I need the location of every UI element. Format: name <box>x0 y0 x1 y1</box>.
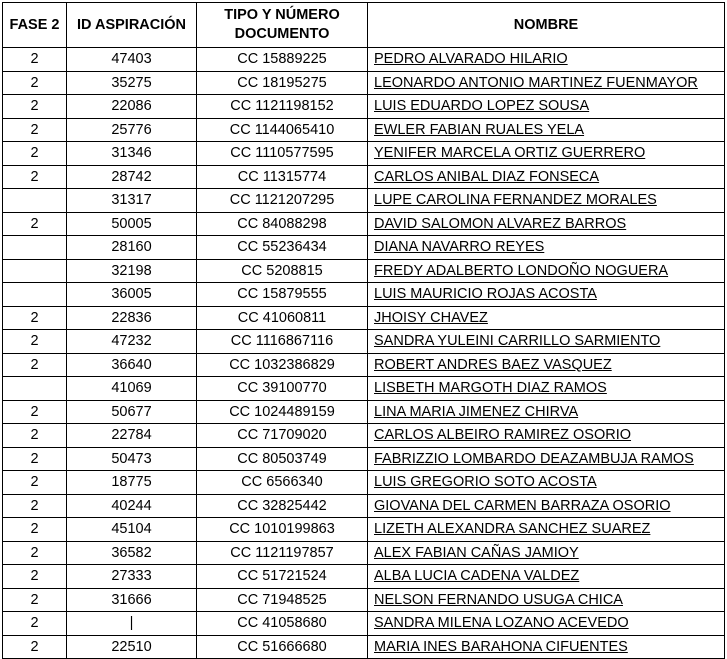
header-id: ID ASPIRACIÓN <box>67 3 197 48</box>
cell-fase <box>3 236 67 260</box>
cell-fase: 2 <box>3 400 67 424</box>
table-row <box>3 118 725 142</box>
cell-fase: 2 <box>3 71 67 95</box>
cell-name: SANDRA YULEINI CARRILLO SARMIENTO <box>368 330 725 354</box>
cell-fase: 2 <box>3 212 67 236</box>
cell-document: CC 51666680 <box>197 635 368 659</box>
cell-id: 36005 <box>67 283 197 307</box>
cell-name: YENIFER MARCELA ORTIZ GUERRERO <box>368 142 725 166</box>
cell-name: MARIA INES BARAHONA CIFUENTES <box>368 635 725 659</box>
cell-id: 25776 <box>67 118 197 142</box>
cell-name: SANDRA MILENA LOZANO ACEVEDO <box>368 612 725 636</box>
table-row <box>3 635 725 659</box>
table-row <box>3 95 725 119</box>
cell-id: 40244 <box>67 494 197 518</box>
header-document: TIPO Y NÚMERO DOCUMENTO <box>197 3 368 48</box>
cell-id: 31346 <box>67 142 197 166</box>
cell-document: CC 1121207295 <box>197 189 368 213</box>
cell-name: LIZETH ALEXANDRA SANCHEZ SUAREZ <box>368 518 725 542</box>
cell-name: FABRIZZIO LOMBARDO DEAZAMBUJA RAMOS <box>368 447 725 471</box>
table-row <box>3 142 725 166</box>
cell-id: 31317 <box>67 189 197 213</box>
table-row <box>3 306 725 330</box>
cell-fase: 2 <box>3 118 67 142</box>
cell-fase: 2 <box>3 48 67 72</box>
cell-name: LUIS MAURICIO ROJAS ACOSTA <box>368 283 725 307</box>
cell-name: CARLOS ALBEIRO RAMIREZ OSORIO <box>368 424 725 448</box>
table-row <box>3 353 725 377</box>
table-row <box>3 377 725 401</box>
header-fase: FASE 2 <box>3 3 67 48</box>
cell-id: 47403 <box>67 48 197 72</box>
cell-document: CC 18195275 <box>197 71 368 95</box>
table-row <box>3 612 725 636</box>
cell-fase: 2 <box>3 541 67 565</box>
cell-name: ROBERT ANDRES BAEZ VASQUEZ <box>368 353 725 377</box>
cell-name: CARLOS ANIBAL DIAZ FONSECA <box>368 165 725 189</box>
cell-document: CC 15889225 <box>197 48 368 72</box>
cell-id: 28742 <box>67 165 197 189</box>
cell-name: LUIS GREGORIO SOTO ACOSTA <box>368 471 725 495</box>
table-row <box>3 400 725 424</box>
table-row <box>3 165 725 189</box>
cell-name: PEDRO ALVARADO HILARIO <box>368 48 725 72</box>
cell-fase: 2 <box>3 424 67 448</box>
cell-name: LINA MARIA JIMENEZ CHIRVA <box>368 400 725 424</box>
cell-id: 31666 <box>67 588 197 612</box>
cell-name: LUPE CAROLINA FERNANDEZ MORALES <box>368 189 725 213</box>
cell-id: 18775 <box>67 471 197 495</box>
cell-name: LEONARDO ANTONIO MARTINEZ FUENMAYOR <box>368 71 725 95</box>
cell-name: EWLER FABIAN RUALES YELA <box>368 118 725 142</box>
cell-document: CC 11315774 <box>197 165 368 189</box>
cell-id: 41069 <box>67 377 197 401</box>
table-row <box>3 424 725 448</box>
table-row <box>3 494 725 518</box>
cell-document: CC 1116867116 <box>197 330 368 354</box>
cell-id: 45104 <box>67 518 197 542</box>
cell-document: CC 1024489159 <box>197 400 368 424</box>
cell-document: CC 1032386829 <box>197 353 368 377</box>
cell-fase: 2 <box>3 165 67 189</box>
cell-document: CC 80503749 <box>197 447 368 471</box>
table-row <box>3 212 725 236</box>
cell-name: ALEX FABIAN CAÑAS JAMIOY <box>368 541 725 565</box>
header-name: NOMBRE <box>368 3 725 48</box>
cell-name: GIOVANA DEL CARMEN BARRAZA OSORIO <box>368 494 725 518</box>
cell-fase: 2 <box>3 353 67 377</box>
table-row <box>3 48 725 72</box>
header-row <box>3 3 725 48</box>
cell-document: CC 71709020 <box>197 424 368 448</box>
cell-id: 50677 <box>67 400 197 424</box>
cell-fase: 2 <box>3 612 67 636</box>
cell-document: CC 1121198152 <box>197 95 368 119</box>
cell-id: 50473 <box>67 447 197 471</box>
cell-id: | <box>67 612 197 636</box>
table-row <box>3 518 725 542</box>
cell-fase: 2 <box>3 565 67 589</box>
table-row <box>3 565 725 589</box>
cell-document: CC 1110577595 <box>197 142 368 166</box>
table-row <box>3 447 725 471</box>
cell-name: ALBA LUCIA CADENA VALDEZ <box>368 565 725 589</box>
cell-id: 36582 <box>67 541 197 565</box>
cell-fase: 2 <box>3 518 67 542</box>
cell-fase: 2 <box>3 142 67 166</box>
cell-fase: 2 <box>3 588 67 612</box>
cell-name: NELSON FERNANDO USUGA CHICA <box>368 588 725 612</box>
cell-fase: 2 <box>3 330 67 354</box>
cell-document: CC 6566340 <box>197 471 368 495</box>
table-row <box>3 259 725 283</box>
cell-document: CC 41060811 <box>197 306 368 330</box>
cell-id: 32198 <box>67 259 197 283</box>
cell-document: CC 55236434 <box>197 236 368 260</box>
table-row <box>3 330 725 354</box>
cell-document: CC 51721524 <box>197 565 368 589</box>
cell-fase: 2 <box>3 306 67 330</box>
cell-name: LUIS EDUARDO LOPEZ SOUSA <box>368 95 725 119</box>
cell-id: 22784 <box>67 424 197 448</box>
table-row <box>3 283 725 307</box>
cell-id: 27333 <box>67 565 197 589</box>
cell-id: 28160 <box>67 236 197 260</box>
table-row <box>3 541 725 565</box>
cell-document: CC 15879555 <box>197 283 368 307</box>
cell-fase: 2 <box>3 95 67 119</box>
table-row <box>3 588 725 612</box>
aspirants-table <box>2 2 725 659</box>
cell-name: FREDY ADALBERTO LONDOÑO NOGUERA <box>368 259 725 283</box>
cell-name: DAVID SALOMON ALVAREZ BARROS <box>368 212 725 236</box>
cell-document: CC 1144065410 <box>197 118 368 142</box>
cell-document: CC 84088298 <box>197 212 368 236</box>
cell-fase: 2 <box>3 494 67 518</box>
cell-document: CC 71948525 <box>197 588 368 612</box>
table-row <box>3 71 725 95</box>
cell-name: LISBETH MARGOTH DIAZ RAMOS <box>368 377 725 401</box>
cell-document: CC 41058680 <box>197 612 368 636</box>
table-row <box>3 236 725 260</box>
cell-fase <box>3 189 67 213</box>
cell-document: CC 1121197857 <box>197 541 368 565</box>
cell-id: 50005 <box>67 212 197 236</box>
cell-fase <box>3 377 67 401</box>
cell-fase <box>3 283 67 307</box>
cell-fase: 2 <box>3 471 67 495</box>
cell-id: 36640 <box>67 353 197 377</box>
cell-fase <box>3 259 67 283</box>
cell-id: 22510 <box>67 635 197 659</box>
cell-id: 47232 <box>67 330 197 354</box>
cell-name: JHOISY CHAVEZ <box>368 306 725 330</box>
table-row <box>3 471 725 495</box>
table-body <box>3 48 725 659</box>
cell-id: 22086 <box>67 95 197 119</box>
cell-name: DIANA NAVARRO REYES <box>368 236 725 260</box>
cell-id: 35275 <box>67 71 197 95</box>
table-row <box>3 189 725 213</box>
cell-fase: 2 <box>3 447 67 471</box>
cell-document: CC 5208815 <box>197 259 368 283</box>
cell-document: CC 1010199863 <box>197 518 368 542</box>
cell-id: 22836 <box>67 306 197 330</box>
cell-fase: 2 <box>3 635 67 659</box>
cell-document: CC 39100770 <box>197 377 368 401</box>
cell-document: CC 32825442 <box>197 494 368 518</box>
